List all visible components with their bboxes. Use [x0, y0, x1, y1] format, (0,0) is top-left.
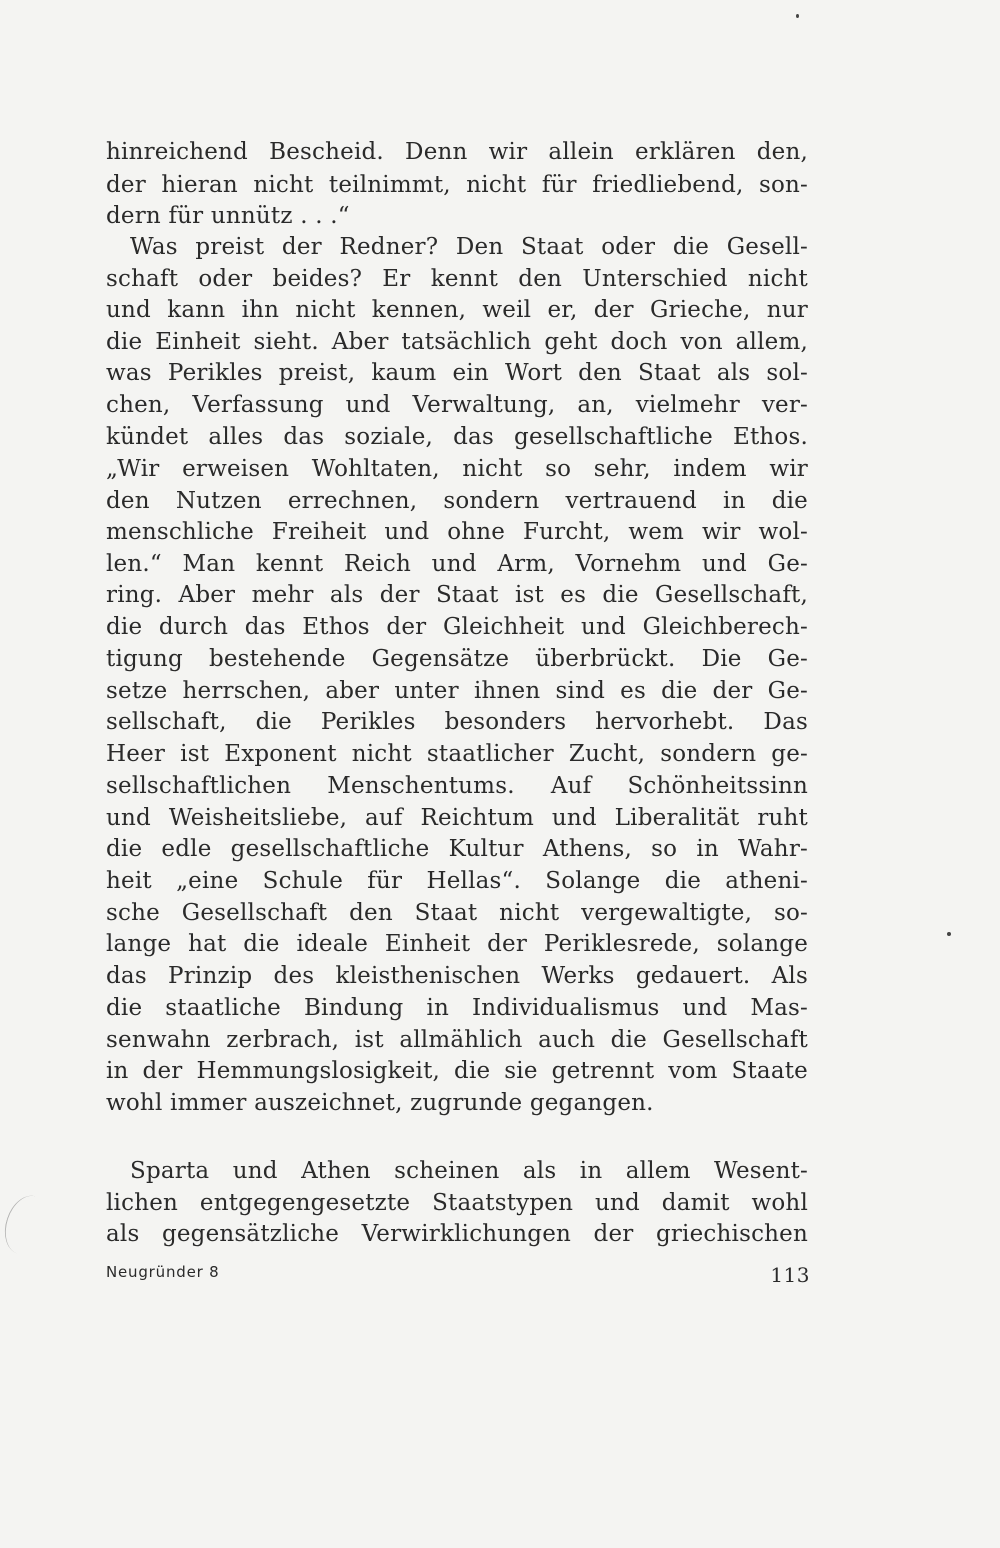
text-line: und kann ihn nicht kennen, weil er, der Grieche, nur	[106, 297, 808, 323]
text-line: setze herrschen, aber unter ihnen sind es die der Ge-	[106, 678, 808, 704]
text-line: sellschaft, die Perikles besonders hervorhebt. Das	[106, 709, 808, 735]
text-line: sellschaftlichen Menschentums. Auf Schönheitssinn	[106, 773, 808, 799]
text-line: das Prinzip des kleisthenischen Werks gedauert. Als	[106, 963, 808, 989]
text-line: kündet alles das soziale, das gesellschaftliche Ethos.	[106, 424, 808, 450]
text-line: sche Gesellschaft den Staat nicht vergewaltigte, so-	[106, 900, 808, 926]
text-line: menschliche Freiheit und ohne Furcht, wem wir wol-	[106, 519, 808, 545]
text-line: lichen entgegengesetzte Staatstypen und damit wohl	[106, 1190, 808, 1216]
text-line: lange hat die ideale Einheit der Periklesrede, solange	[106, 931, 808, 957]
page-number: 113	[770, 1263, 810, 1287]
text-line: den Nutzen errechnen, sondern vertrauend in die	[106, 488, 808, 514]
text-line: dern für unnütz . . .“	[106, 203, 350, 229]
text-line: senwahn zerbrach, ist allmählich auch die Gesellschaft	[106, 1027, 808, 1053]
text-line: der hieran nicht teilnimmt, nicht für friedliebend, son-	[106, 172, 808, 198]
text-line: ring. Aber mehr als der Staat ist es die Gesellschaft,	[106, 582, 808, 608]
text-line: Heer ist Exponent nicht staatlicher Zucht, sondern ge-	[106, 741, 808, 767]
text-line: die durch das Ethos der Gleichheit und Gleichberech-	[106, 614, 808, 640]
text-line: als gegensätzliche Verwirklichungen der griechischen	[106, 1221, 808, 1247]
margin-pencil-stroke	[0, 1190, 55, 1260]
text-line: Was preist der Redner? Den Staat oder die Gesell-	[130, 234, 808, 260]
text-line: die staatliche Bindung in Individualismus und Mas-	[106, 995, 808, 1021]
paper-speck	[796, 14, 799, 18]
text-line: hinreichend Bescheid. Denn wir allein erklären den,	[106, 139, 808, 165]
text-line: schaft oder beides? Er kennt den Unterschied nicht	[106, 266, 808, 292]
text-line: Sparta und Athen scheinen als in allem Wesent-	[130, 1158, 808, 1184]
text-line: „Wir erweisen Wohltaten, nicht so sehr, indem wir	[106, 456, 808, 482]
text-line: wohl immer auszeichnet, zugrunde gegangen.	[106, 1090, 654, 1116]
text-line: len.“ Man kennt Reich und Arm, Vornehm und Ge-	[106, 551, 808, 577]
signature-mark: Neugründer 8	[106, 1263, 220, 1281]
text-line: chen, Verfassung und Verwaltung, an, vielmehr ver-	[106, 392, 808, 418]
text-line: heit „eine Schule für Hellas“. Solange die atheni-	[106, 868, 808, 894]
text-line: und Weisheitsliebe, auf Reichtum und Liberalität ruht	[106, 805, 808, 831]
text-line: die Einheit sieht. Aber tatsächlich geht doch von allem,	[106, 329, 808, 355]
text-line: die edle gesellschaftliche Kultur Athens, so in Wahr-	[106, 836, 808, 862]
text-line: was Perikles preist, kaum ein Wort den Staat als sol-	[106, 360, 808, 386]
text-line: tigung bestehende Gegensätze überbrückt. Die Ge-	[106, 646, 808, 672]
paper-speck	[947, 932, 951, 936]
text-line: in der Hemmungslosigkeit, die sie getrennt vom Staate	[106, 1058, 808, 1084]
